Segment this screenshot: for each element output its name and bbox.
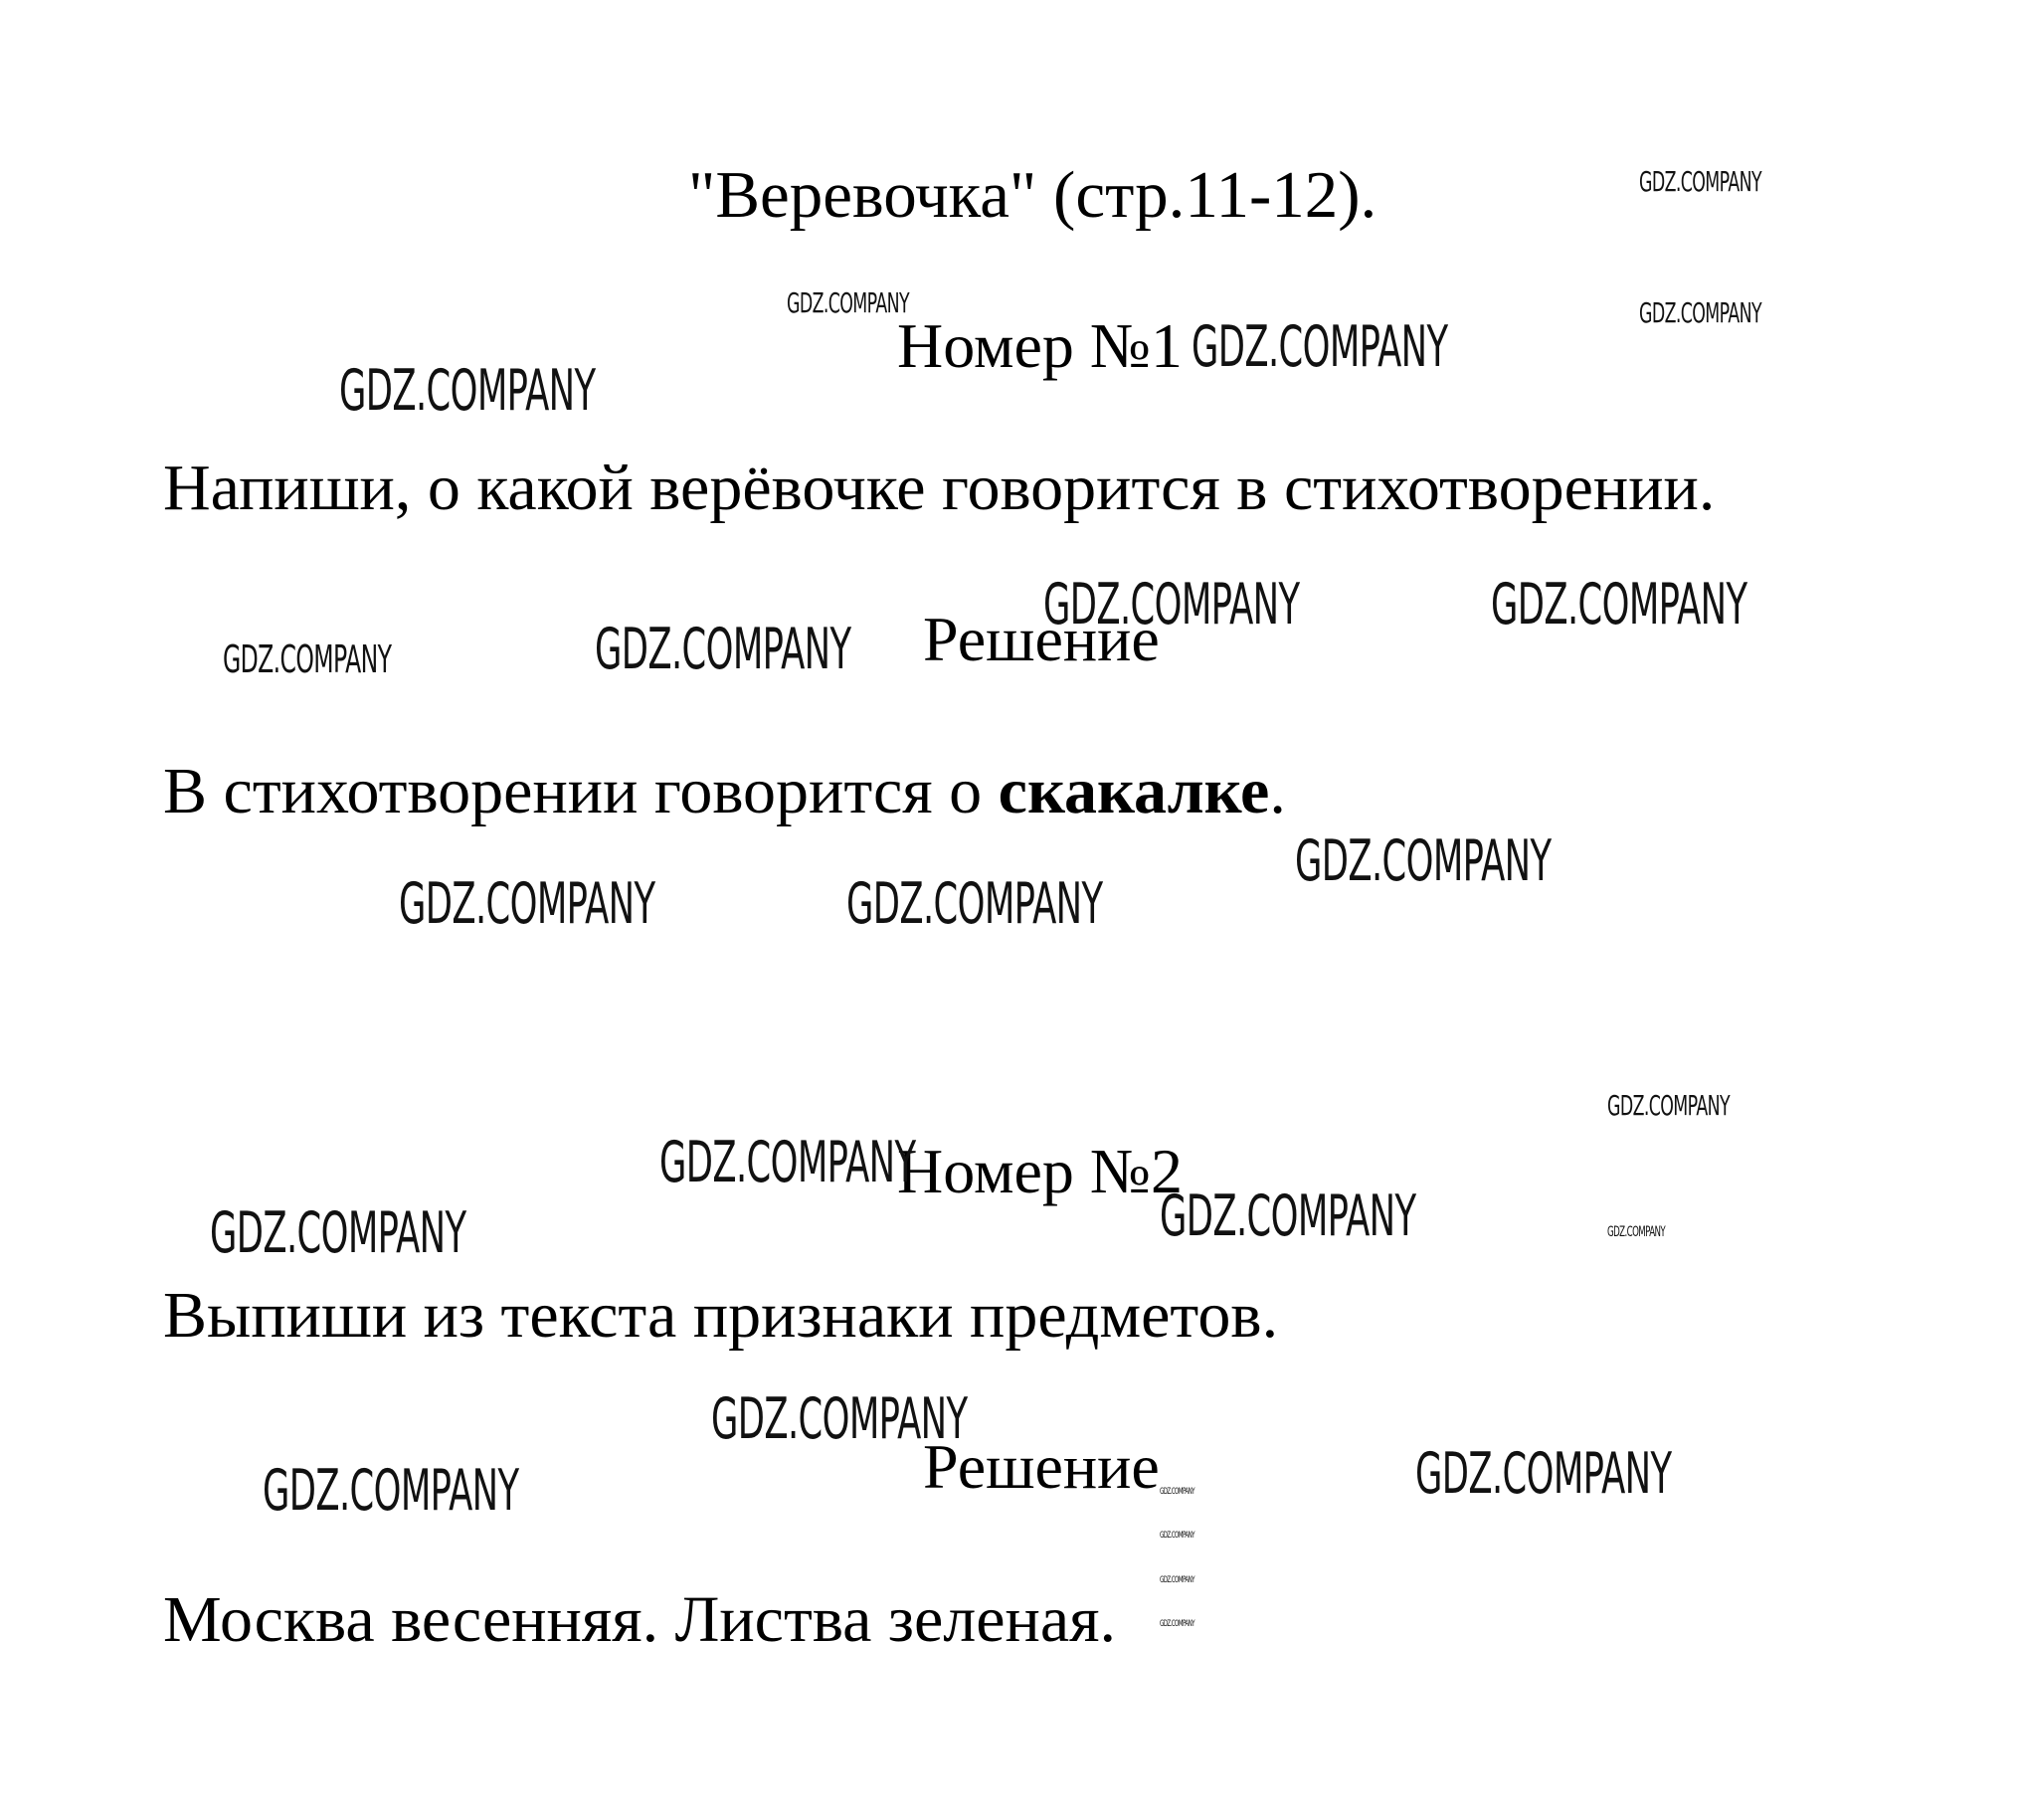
watermark: GDZ.COMPANY	[659, 1130, 916, 1195]
watermark: GDZ.COMPANY	[1415, 1441, 1672, 1507]
watermark: GDZ.COMPANY	[1607, 1089, 1731, 1122]
page-title: "Веревочка" (стр.11-12).	[688, 158, 1377, 232]
watermark: GDZ.COMPANY	[1043, 572, 1300, 637]
watermark: GDZ.COMPANY	[1160, 1619, 1194, 1629]
watermark: GDZ.COMPANY	[399, 871, 655, 937]
task-2-answer: Москва весенняя. Листва зеленая.	[163, 1583, 1116, 1656]
task-1-answer	[163, 755, 1286, 827]
watermark: GDZ.COMPANY	[711, 1386, 968, 1452]
task-2-heading: Номер №2	[897, 1136, 1183, 1206]
watermark: GDZ.COMPANY	[1639, 165, 1762, 198]
watermark: GDZ.COMPANY	[1192, 314, 1448, 380]
task-1-answer-keyword: скакалке	[998, 755, 1270, 827]
watermark: GDZ.COMPANY	[1491, 572, 1747, 637]
watermark: GDZ.COMPANY	[339, 358, 596, 424]
task-1-solution-label: Решение	[923, 604, 1160, 674]
watermark: GDZ.COMPANY	[1160, 1575, 1194, 1585]
watermark: GDZ.COMPANY	[787, 286, 910, 319]
task-2-question: Выпиши из текста признаки предметов.	[163, 1279, 1279, 1352]
task-2-solution-label: Решение	[923, 1431, 1160, 1502]
watermark: GDZ.COMPANY	[263, 1458, 519, 1524]
watermark: GDZ.COMPANY	[1160, 1487, 1194, 1497]
watermark: GDZ.COMPANY	[1160, 1183, 1416, 1249]
watermark: GDZ.COMPANY	[223, 637, 392, 681]
watermark: GDZ.COMPANY	[1639, 296, 1762, 329]
task-1-heading: Номер №1	[897, 310, 1183, 381]
watermark: GDZ.COMPANY	[1607, 1224, 1666, 1240]
watermark: GDZ.COMPANY	[595, 617, 851, 682]
task-1-answer-period: .	[1269, 755, 1286, 827]
watermark: GDZ.COMPANY	[1295, 828, 1552, 894]
watermark: GDZ.COMPANY	[846, 871, 1103, 937]
task-1-question: Напиши, о какой верёвочке говорится в стихотворении.	[163, 452, 1716, 524]
task-1-answer-text: В стихотворении говорится о	[163, 755, 999, 827]
watermark: GDZ.COMPANY	[1160, 1531, 1194, 1541]
watermark: GDZ.COMPANY	[210, 1200, 466, 1266]
